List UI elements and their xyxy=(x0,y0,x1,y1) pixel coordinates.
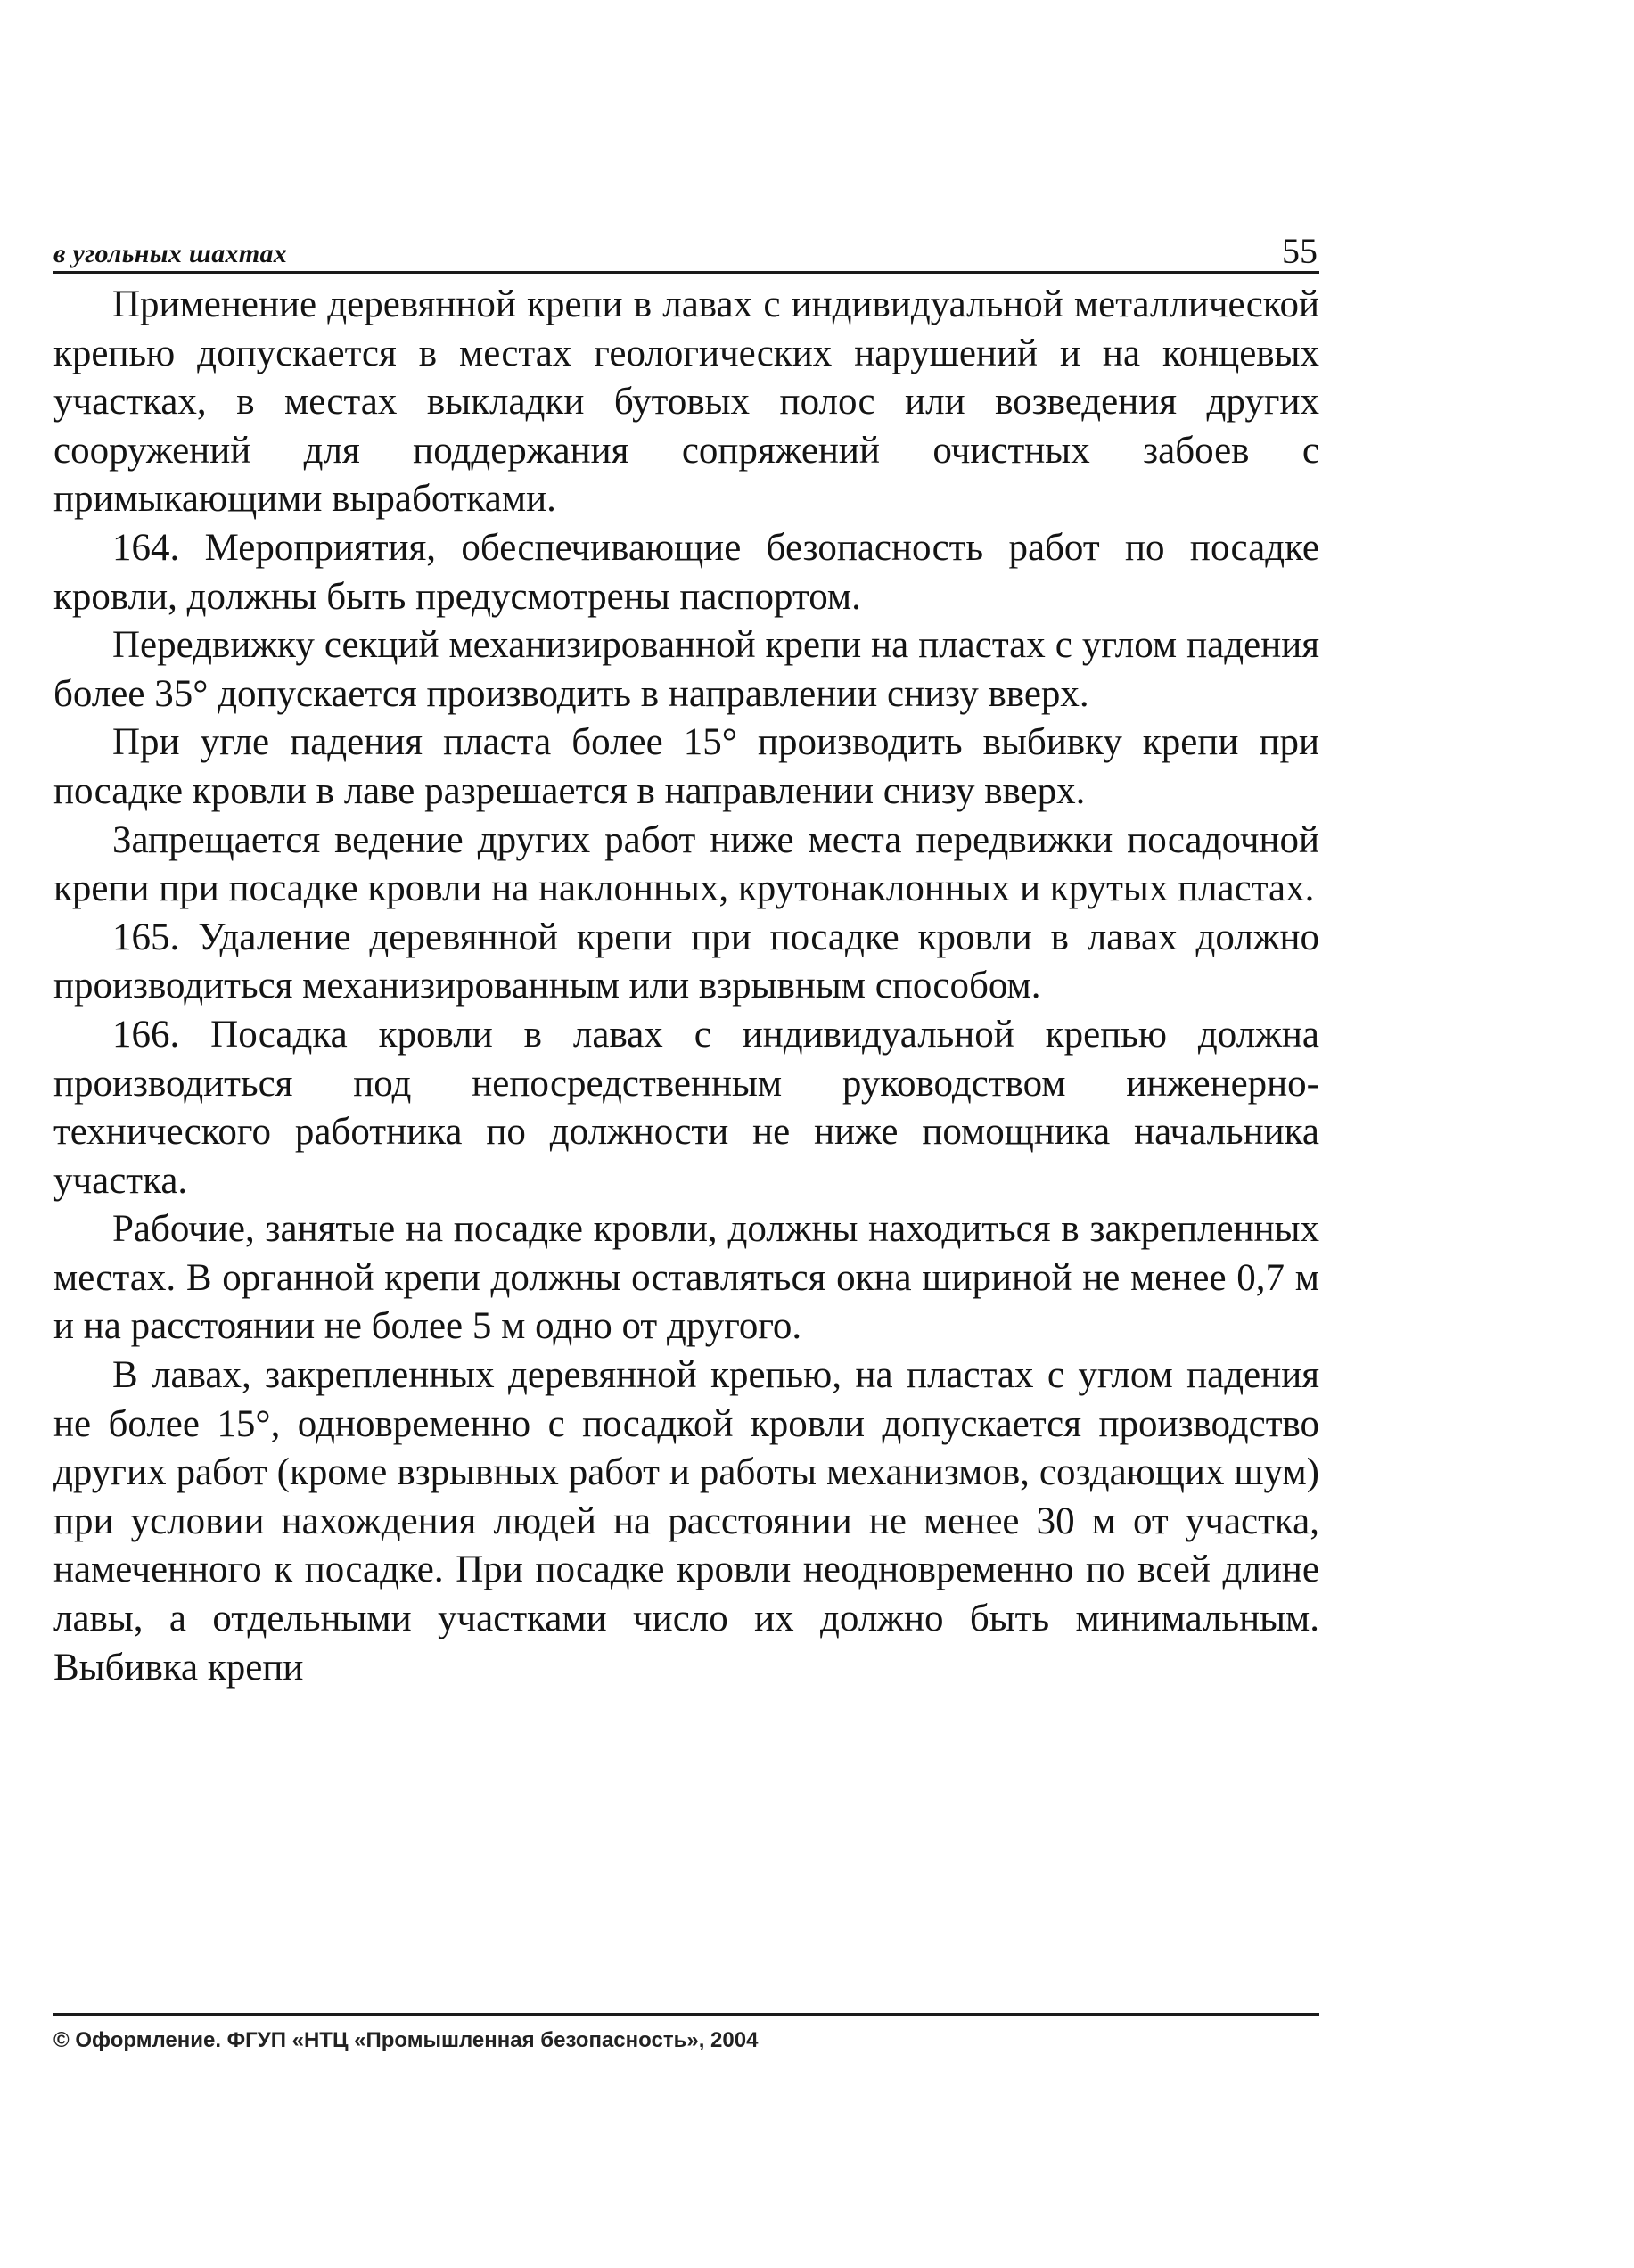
copyright-notice: © Оформление. ФГУП «НТЦ «Промышленная безопасность», 2004 xyxy=(53,2028,759,2052)
paragraph: Применение деревянной крепи в лавах с индивидуальной металлической крепью допускается в местах геологических нарушений и на концевых участках, в местах выкладки бутовых полос или возведения других сооружений для поддержания сопряжений очистных забоев с примыкающими выработками. xyxy=(53,284,1319,521)
paragraph: В лавах, закрепленных деревянной крепью, на пластах с углом падения не более 15°, одновременно с посадкой кровли допускается производство других работ (кроме взрывных работ и работы механизмов, создающих шум) при условии нахождения людей на расстоянии не менее 30 м от участка, намеченного к посадке. При посадке кровли неодновременно по всей длине лавы, а отдельными участками число их должно быть минимальным. Выбивка крепи xyxy=(53,1354,1319,1689)
paragraph: Запрещается ведение других работ ниже места передвижки посадочной крепи при посадке кровли на наклонных, крутонаклонных и крутых пластах. xyxy=(53,818,1319,910)
paragraph: Рабочие, занятые на посадке кровли, должны находиться в закрепленных местах. В органной крепи должны оставляться окна шириной не менее 0,7 м и на расстоянии не более 5 м одно от другого. xyxy=(53,1208,1319,1348)
body-text xyxy=(53,281,1319,1692)
paragraph: 165. Удаление деревянной крепи при посадке кровли в лавах должно производиться механизированным или взрывным способом. xyxy=(53,916,1319,1007)
paragraph: 166. Посадка кровли в лавах с индивидуальной крепью должна производиться под непосредственным руководством инженерно-технического работника по должности не ниже помощника начальника участка. xyxy=(53,1013,1319,1202)
paragraph: Передвижку секций механизированной крепи на пластах с углом падения более 35° допускается производить в направлении снизу вверх. xyxy=(53,624,1319,715)
paragraph: При угле падения пласта более 15° производить выбивку крепи при посадке кровли в лаве разрешается в направлении снизу вверх. xyxy=(53,721,1319,812)
document-page xyxy=(53,230,1319,1692)
section-title: в угольных шахтах xyxy=(53,239,288,268)
running-header xyxy=(53,230,1319,274)
page-footer xyxy=(53,2013,1319,2053)
paragraph: 164. Мероприятия, обеспечивающие безопасность работ по посадке кровли, должны быть предусмотрены паспортом. xyxy=(53,526,1319,618)
page-number: 55 xyxy=(1282,231,1318,271)
